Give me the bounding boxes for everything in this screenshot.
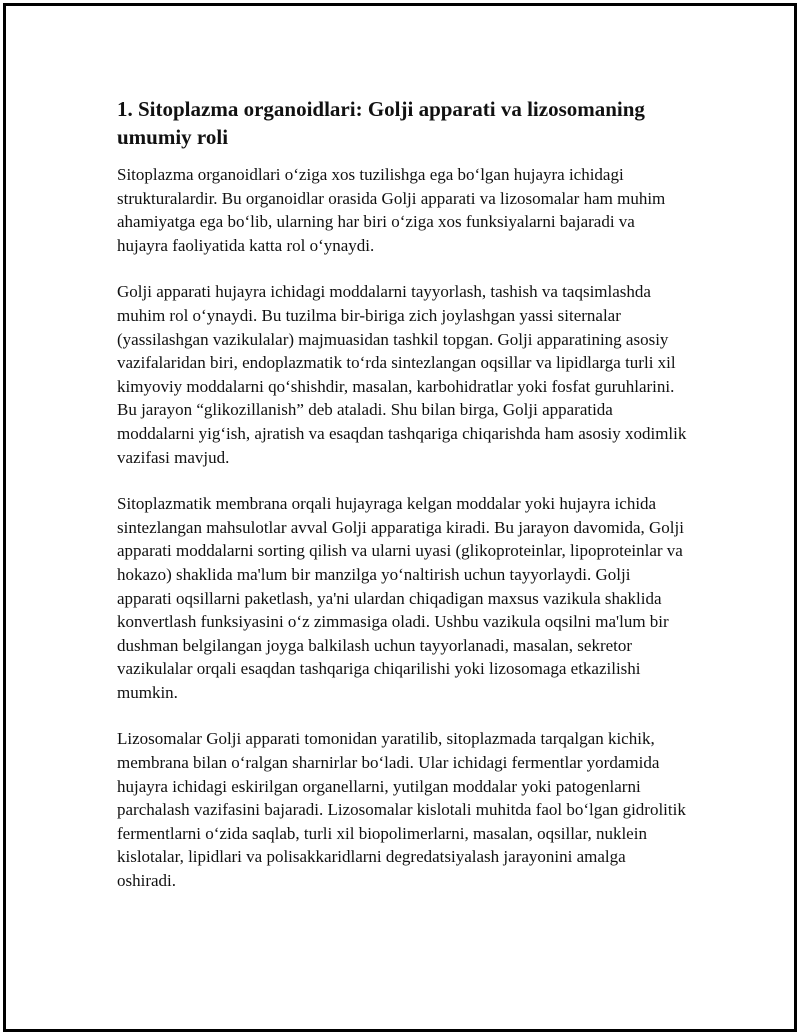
paragraph-golgi-function: Golji apparati hujayra ichidagi moddalarni tayyorlash, tashish va taqsimlashda muhim rol o‘ynaydi. Bu tuzilma bir-biriga zich joylashgan yassi siternalar (yassilashgan vazikulalar) majmuasidan tashkil topgan. Golji apparatining asosiy vazifalaridan biri, endoplazmatik to‘rda sintezlangan oqsillar va lipidlarga turli xil kimyoviy moddalarni qo‘shishdir, masalan, karbohidratlar yoki fosfat guruhlarini. Bu jarayon “glikozillanish” deb ataladi. Shu bilan birga, Golji apparatida moddalarni yig‘ish, ajratish va esaqdan tashqariga chiqarishda ham asosiy xodimlik vazifasi mavjud.	[117, 282, 687, 467]
paragraph-golgi-sorting: Sitoplazmatik membrana orqali hujayraga kelgan moddalar yoki hujayra ichida sintezlangan mahsulotlar avval Golji apparatiga kiradi. Bu jarayon davomida, Golji apparati moddalarni sorting qilish va ularni uyasi (glikoproteinlar, lipoproteinlar va hokazo) shaklida ma'lum bir manzilga yo‘naltirish uchun tayyorlaydi. Golji apparati oqsillarni paketlash, ya'ni ulardan chiqadigan maxsus vazikula shaklida konvertlash funksiyasini o‘z zimmasiga oladi. Ushbu vazikula oqsilni ma'lum bir dushman belgilangan joyga balkilash uchun tayyorlanadi, masalan, sekretor vazikulalar orqali esaqdan tashqariga chiqarilishi yoki lizosomaga etkazilishi mumkin.	[117, 494, 684, 702]
paragraph-intro: Sitoplazma organoidlari o‘ziga xos tuzilishga ega bo‘lgan hujayra ichidagi strukturalardir. Bu organoidlar orasida Golji apparati va lizosomalar ham muhim ahamiyatga ega bo‘lib, ularning har biri o‘ziga xos funksiyalarni bajaradi va hujayra faoliyatida katta rol o‘ynaydi.	[117, 165, 666, 255]
section-heading: 1. Sitoplazma organoidlari: Golji apparati va lizosomaning umumiy roli	[117, 97, 645, 149]
paragraph-lysosomes: Lizosomalar Golji apparati tomonidan yaratilib, sitoplazmada tarqalgan kichik, membrana bilan o‘ralgan sharnirlar bo‘ladi. Ular ichidagi fermentlar yordamida hujayra ichidagi eskirilgan organellarni, yutilgan moddalar yoki patogenlarni parchalash vazifasini bajaradi. Lizosomalar kislotali muhitda faol bo‘lgan gidrolitik fermentlarni o‘zida saqlab, turli xil biopolimerlarni, masalan, oqsillar, nuklein kislotalar, lipidlari va polisakkaridlarni degredatsiyalash jarayonini amalga oshiradi.	[117, 729, 686, 891]
document-body	[117, 95, 687, 916]
